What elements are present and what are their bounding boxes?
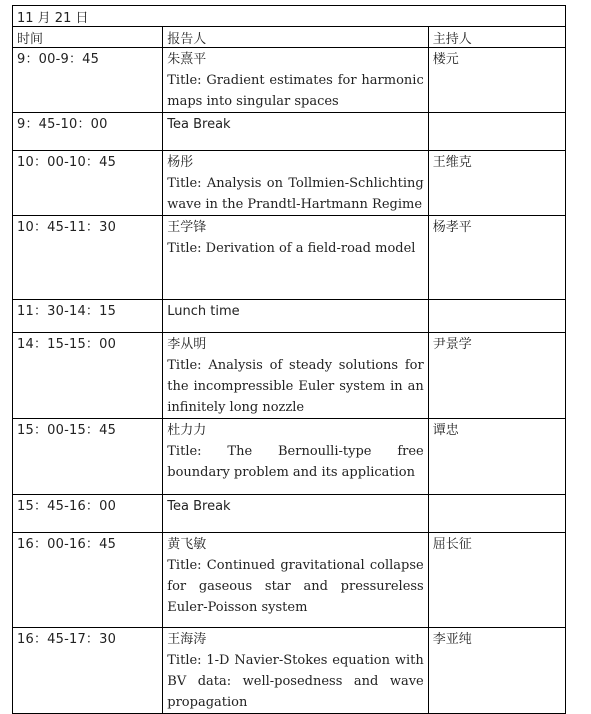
time-cell: 15：00-15：45 <box>13 419 163 495</box>
table-row <box>13 300 566 333</box>
table-row <box>13 533 566 628</box>
break-label: Tea Break <box>163 113 428 151</box>
host-name: 尹景学 <box>428 333 565 419</box>
table-row <box>13 113 566 151</box>
speaker-name: 王学锋 <box>167 220 207 235</box>
time-cell: 11：30-14：15 <box>13 300 163 333</box>
talk-title: Title: The Bernoulli-type free boundary problem and its application <box>167 444 424 480</box>
table-row <box>13 48 566 113</box>
header-host: 主持人 <box>428 27 565 48</box>
talk-cell <box>163 333 428 419</box>
time-cell: 10：45-11：30 <box>13 216 163 300</box>
table-row <box>13 216 566 300</box>
talk-cell <box>163 216 428 300</box>
talk-cell <box>163 628 428 714</box>
talk-cell <box>163 533 428 628</box>
speaker-name: 杜力力 <box>167 423 207 438</box>
header-speaker: 报告人 <box>163 27 428 48</box>
talk-title: Title: Analysis of steady solutions for the incompressible Euler system in an infinitely long nozzle <box>167 358 424 415</box>
host-name: 杨孝平 <box>428 216 565 300</box>
host-empty <box>428 300 565 333</box>
talk-title: Title: 1-D Navier-Stokes equation with BV data: well-posedness and wave propagation <box>167 653 424 710</box>
schedule-table <box>12 5 566 714</box>
host-name: 屈长征 <box>428 533 565 628</box>
talk-cell <box>163 151 428 216</box>
table-row <box>13 495 566 533</box>
header-time: 时间 <box>13 27 163 48</box>
table-row <box>13 628 566 714</box>
host-name: 楼元 <box>428 48 565 113</box>
talk-cell <box>163 48 428 113</box>
speaker-name: 朱熹平 <box>167 52 207 67</box>
time-cell: 15：45-16：00 <box>13 495 163 533</box>
host-name: 谭忠 <box>428 419 565 495</box>
time-cell: 9：45-10：00 <box>13 113 163 151</box>
break-label: Tea Break <box>163 495 428 533</box>
table-row <box>13 419 566 495</box>
talk-title: Title: Gradient estimates for harmonic maps into singular spaces <box>167 73 424 109</box>
host-name: 李亚纯 <box>428 628 565 714</box>
column-header-row <box>13 27 566 48</box>
speaker-name: 王海涛 <box>167 632 207 647</box>
talk-title: Title: Derivation of a field-road model <box>167 241 416 256</box>
time-cell: 16：45-17：30 <box>13 628 163 714</box>
table-row <box>13 151 566 216</box>
time-cell: 16：00-16：45 <box>13 533 163 628</box>
time-cell: 9：00-9：45 <box>13 48 163 113</box>
host-empty <box>428 113 565 151</box>
talk-title: Title: Continued gravitational collapse for gaseous star and pressureless Euler-Poisson system <box>167 558 424 615</box>
speaker-name: 黄飞敏 <box>167 537 207 552</box>
time-cell: 10：00-10：45 <box>13 151 163 216</box>
break-label: Lunch time <box>163 300 428 333</box>
talk-title: Title: Analysis on Tollmien-Schlichting wave in the Prandtl-Hartmann Regime <box>167 176 424 212</box>
talk-cell <box>163 419 428 495</box>
table-row <box>13 333 566 419</box>
speaker-name: 李从明 <box>167 337 207 352</box>
host-empty <box>428 495 565 533</box>
host-name: 王维克 <box>428 151 565 216</box>
date-header: 11 月 21 日 <box>13 6 566 27</box>
speaker-name: 杨彤 <box>167 155 194 170</box>
time-cell: 14：15-15：00 <box>13 333 163 419</box>
